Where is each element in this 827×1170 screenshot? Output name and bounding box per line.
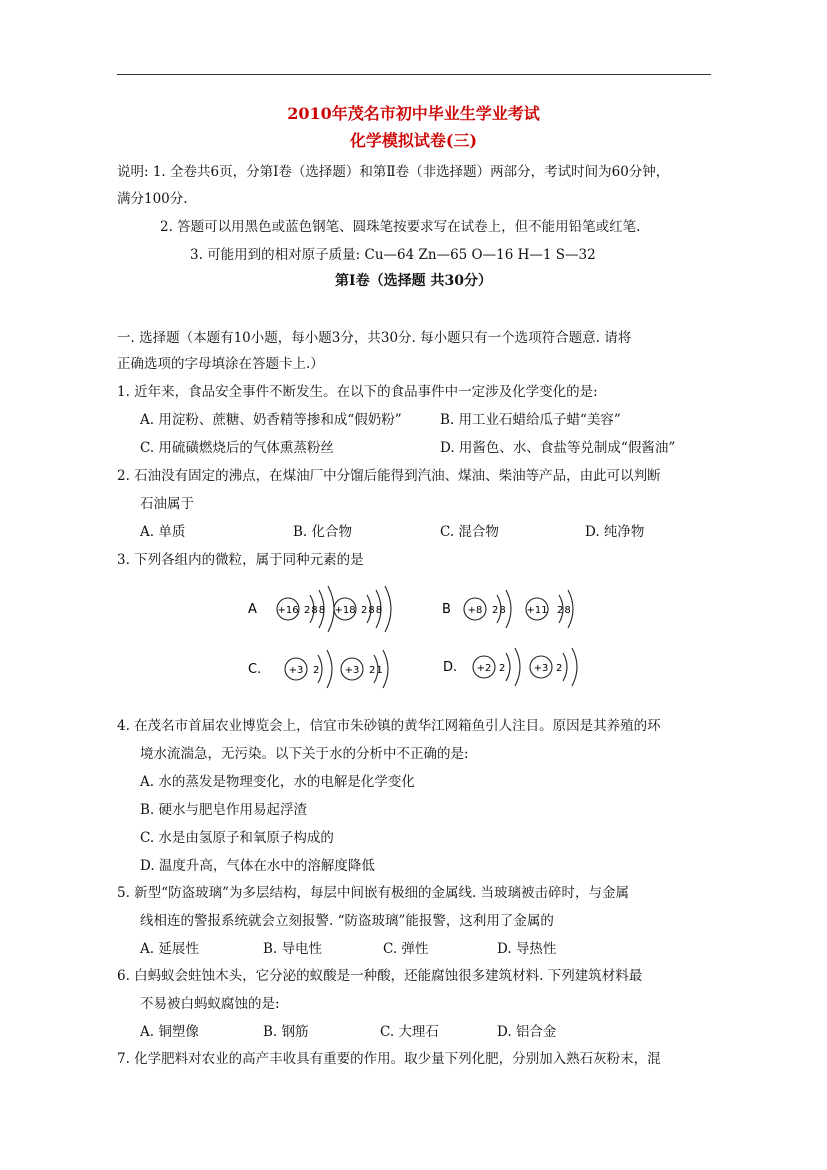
atom-d1-shells: 2 [499, 663, 506, 674]
atom-c2-shells: 21 [369, 665, 384, 676]
q5-stem-line-2: 线相连的警报系统就会立刻报警. “防盗玻璃”能报警，这利用了金属的 [140, 913, 554, 929]
q1-option-d: D. 用酱色、水、食盐等兑制成“假酱油” [440, 440, 676, 456]
q4-stem-line-2: 境水流湍急，无污染。以下关于水的分析中不正确的是: [140, 746, 469, 762]
q3-label-d: D. [443, 660, 458, 675]
atom-a1-nucleus: +16 [277, 605, 299, 616]
atom-a2 [334, 586, 391, 632]
atom-d2 [530, 648, 577, 686]
instruction-line-4: 3. 可能用到的相对原子质量: Cu—64 Zn—65 O—16 H—1 S—32 [190, 247, 596, 263]
instruction-line-1: 说明: 1. 全卷共6页，分第Ⅰ卷（选择题）和第Ⅱ卷（非选择题）两部分，考试时间为60分钟， [117, 164, 670, 180]
q6-stem-line-2: 不易被白蚂蚁腐蚀的是: [140, 996, 280, 1012]
q6-option-d: D. 铝合金 [497, 1024, 557, 1040]
atom-b1-nucleus: +8 [467, 605, 483, 616]
atom-b1-shells: 28 [492, 605, 507, 616]
top-rule [117, 74, 711, 75]
atom-d2-shells: 2 [556, 663, 563, 674]
q5-option-d: D. 导热性 [497, 941, 557, 957]
q3-label-c: C. [248, 662, 262, 677]
q1-stem: 1. 近年来，食品安全事件不断发生。在以下的食品事件中一定涉及化学变化的是: [117, 384, 598, 400]
atom-d1 [473, 648, 520, 686]
q3-label-b: B [442, 602, 451, 617]
atom-b1 [464, 590, 511, 628]
q2-stem-line-2: 石油属于 [140, 496, 194, 512]
q2-option-b: B. 化合物 [293, 524, 353, 540]
q7-stem-line-1: 7. 化学肥料对农业的高产丰收具有重要的作用。取少量下列化肥，分别加入熟石灰粉末，混 [117, 1051, 661, 1067]
atom-a2-shells: 288 [361, 605, 384, 616]
atom-b2-shells: 28 [557, 605, 572, 616]
exam-subtitle: 化学模拟试卷(三) [349, 131, 478, 150]
atom-a1-shells: 288 [304, 605, 327, 616]
atom-c1-nucleus: +3 [288, 665, 304, 676]
atom-d2-nucleus: +3 [533, 663, 549, 674]
instruction-line-3: 2. 答题可以用黑色或蓝色钢笔、圆珠笔按要求写在试卷上，但不能用铅笔或红笔. [160, 219, 641, 235]
q2-option-a: A. 单质 [140, 524, 186, 540]
q4-stem-line-1: 4. 在茂名市首届农业博览会上，信宜市朱砂镇的黄华江网箱鱼引人注目。原因是其养殖的环 [117, 718, 661, 734]
atom-c2-nucleus: +3 [344, 665, 360, 676]
q5-option-c: C. 弹性 [383, 941, 429, 957]
q5-stem-line-1: 5. 新型“防盗玻璃”为多层结构，每层中间嵌有极细的金属线. 当玻璃被击碎时，与金属 [117, 885, 630, 901]
q3-label-a: A [248, 602, 257, 617]
atom-a1 [277, 586, 334, 632]
atom-structure-diagrams [0, 580, 827, 700]
atom-c1 [285, 650, 332, 688]
q4-option-b: B. 硬水与肥皂作用易起浮渣 [140, 802, 308, 818]
q2-option-d: D. 纯净物 [585, 524, 645, 540]
q1-option-c: C. 用硫磺燃烧后的气体熏蒸粉丝 [140, 440, 334, 456]
q6-option-b: B. 钢筋 [263, 1024, 309, 1040]
q6-option-a: A. 铜塑像 [140, 1024, 199, 1040]
q5-option-b: B. 导电性 [263, 941, 323, 957]
q2-option-c: C. 混合物 [440, 524, 499, 540]
q4-option-c: C. 水是由氢原子和氧原子构成的 [140, 830, 334, 846]
instruction-line-2: 满分100分. [117, 191, 188, 207]
q4-option-a: A. 水的蒸发是物理变化，水的电解是化学变化 [140, 774, 415, 790]
q4-option-d: D. 温度升高，气体在水中的溶解度降低 [140, 858, 375, 874]
q3-stem: 3. 下列各组内的微粒，属于同种元素的是 [117, 552, 364, 568]
q6-option-c: C. 大理石 [380, 1024, 439, 1040]
part-intro-line-1: 一. 选择题（本题有10小题，每小题3分，共30分. 每小题只有一个选项符合题意. 请将 [117, 330, 632, 346]
q1-option-a: A. 用淀粉、蔗糖、奶香精等掺和成“假奶粉” [140, 412, 402, 428]
atom-c2 [341, 650, 388, 688]
section-title: 第Ⅰ卷（选择题 共30分） [335, 273, 492, 289]
atom-b2-nucleus: +11 [526, 605, 548, 616]
atom-c1-shells: 2 [313, 665, 320, 676]
atom-a2-nucleus: +18 [334, 605, 356, 616]
q5-option-a: A. 延展性 [140, 941, 199, 957]
atom-b2 [526, 590, 573, 628]
part-intro-line-2: 正确选项的字母填涂在答题卡上.） [117, 356, 324, 372]
exam-title: 2010年茂名市初中毕业生学业考试 [287, 104, 540, 123]
q1-option-b: B. 用工业石蜡给瓜子蜡“美容” [440, 412, 621, 428]
q2-stem-line-1: 2. 石油没有固定的沸点，在煤油厂中分馏后能得到汽油、煤油、柴油等产品，由此可以判断 [117, 468, 661, 484]
q6-stem-line-1: 6. 白蚂蚁会蛀蚀木头，它分泌的蚁酸是一种酸，还能腐蚀很多建筑材料. 下列建筑材料最 [117, 968, 643, 984]
atom-d1-nucleus: +2 [476, 663, 492, 674]
